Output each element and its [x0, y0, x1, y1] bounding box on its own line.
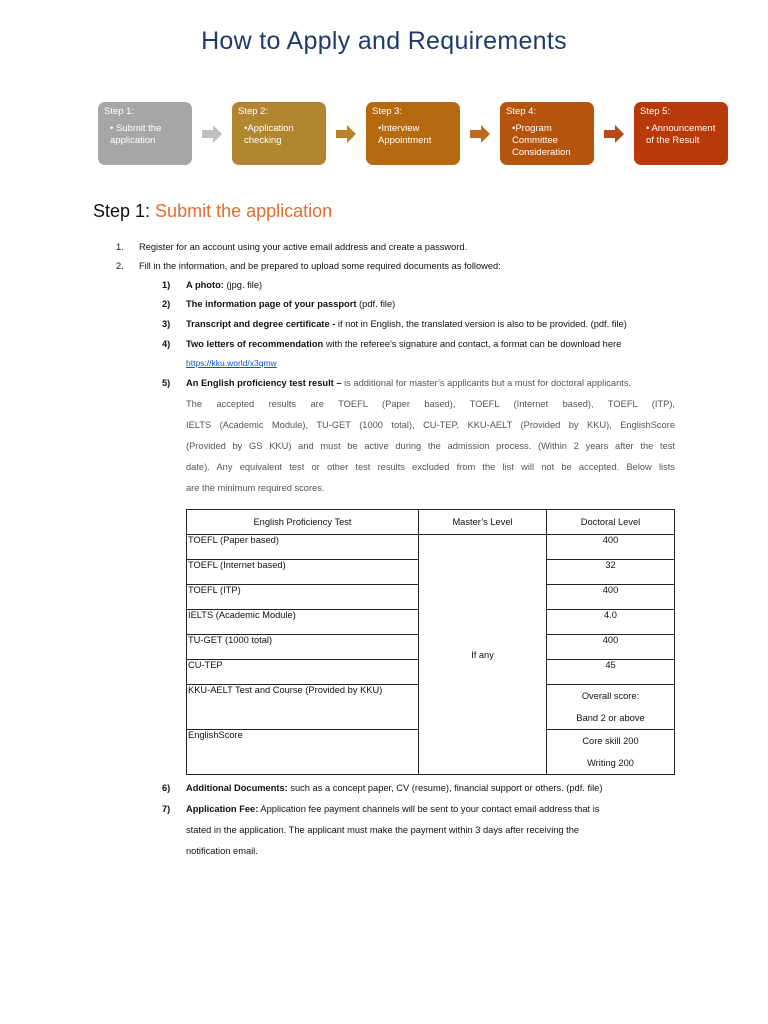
doc-item-photo — [186, 279, 262, 291]
step-title: Step 4: — [506, 106, 537, 117]
section-heading — [93, 201, 332, 222]
table-header: Master’s Level — [419, 510, 547, 535]
section-heading-title: Submit the application — [150, 201, 333, 221]
sublist-number: 7) — [162, 804, 171, 814]
doctoral-score: 32 — [547, 560, 675, 585]
doc-text: if not in English, the translated version is also to be provided. (pdf. file) — [335, 319, 627, 329]
masters-level-value: If any — [419, 535, 547, 775]
doc-item-fee — [186, 803, 599, 815]
arrow-right-icon — [604, 124, 624, 144]
list-item: Register for an account using your active email address and create a password. — [139, 242, 468, 252]
process-step-2 — [232, 102, 326, 165]
doc-text: is additional for master’s applicants but a must for doctoral applicants. — [341, 378, 632, 388]
sublist-number: 6) — [162, 783, 171, 793]
recommendation-format-link[interactable]: https://kku.world/x3qmw — [186, 358, 277, 368]
doc-label: Transcript and degree certificate - — [186, 319, 336, 329]
step-description: • Submit the application — [110, 123, 162, 146]
sublist-number: 5) — [162, 378, 171, 388]
table-row — [187, 535, 675, 560]
arrow-right-icon — [470, 124, 490, 144]
doc-text: such as a concept paper, CV (resume), financial support or others. (pdf. file) — [287, 783, 603, 793]
doctoral-score: 45 — [547, 660, 675, 685]
sublist-number: 3) — [162, 319, 171, 329]
step-description: •Application checking — [244, 123, 294, 146]
doctoral-score-line: Band 2 or above — [576, 713, 645, 723]
doctoral-score-line: Overall score: — [581, 691, 640, 701]
page-title: How to Apply and Requirements — [201, 27, 567, 55]
process-step-3 — [366, 102, 460, 165]
step-description: •Program Committee Consideration — [512, 123, 571, 158]
arrow-right-icon — [336, 124, 356, 144]
doc-text: (jpg. file) — [223, 280, 263, 290]
english-score-table — [186, 509, 675, 775]
paragraph-line: are the minimum required scores. — [186, 483, 325, 493]
doc-item-passport — [186, 298, 395, 310]
sublist-number: 4) — [162, 339, 171, 349]
doctoral-score — [547, 685, 675, 730]
doc-label: Application Fee: — [186, 804, 259, 814]
list-item: Fill in the information, and be prepared to upload some required documents as followed: — [139, 261, 501, 271]
sublist-number: 2) — [162, 299, 171, 309]
test-name: TU-GET (1000 total) — [187, 635, 419, 660]
step-title: Step 1: — [104, 106, 135, 117]
test-name: IELTS (Academic Module) — [187, 610, 419, 635]
table-header: English Proficiency Test — [187, 510, 419, 535]
doctoral-score: 4.0 — [547, 610, 675, 635]
paragraph-line: stated in the application. The applicant must make the payment within 3 days after receiving the — [186, 825, 580, 835]
table-header: Doctoral Level — [547, 510, 675, 535]
doc-text: Application fee payment channels will be sent to your contact email address that is — [258, 804, 600, 814]
doc-item-transcript — [186, 318, 627, 330]
sublist-number: 1) — [162, 280, 171, 290]
step-title: Step 2: — [238, 106, 269, 117]
test-name: CU-TEP — [187, 660, 419, 685]
process-step-1 — [98, 102, 192, 165]
doc-label: Additional Documents: — [186, 783, 288, 793]
doctoral-score: 400 — [547, 535, 675, 560]
doctoral-score — [547, 730, 675, 775]
paragraph-line: The accepted results are TOEFL (Paper based), TOEFL (Internet based), TOEFL (ITP), — [186, 399, 675, 409]
paragraph-line: (Provided by GS KKU) and must be active during the admission process. (Within 2 years after the test — [186, 441, 675, 451]
paragraph-line: notification email. — [186, 846, 258, 856]
list-number: 1. — [116, 242, 124, 252]
test-name: KKU-AELT Test and Course (Provided by KKU) — [187, 685, 419, 730]
doctoral-score-line: Core skill 200 — [582, 736, 639, 746]
doc-label: The information page of your passport — [186, 299, 357, 309]
doc-label: A photo: — [186, 280, 224, 290]
doctoral-score-line: Writing 200 — [587, 758, 634, 768]
doc-item-english-test — [186, 377, 631, 389]
test-name: EnglishScore — [187, 730, 419, 775]
paragraph-line: date). Any equivalent test or other test results excluded from the list will not be accepted. Below lists — [186, 462, 675, 472]
doc-label: An English proficiency test result – — [186, 378, 342, 388]
section-heading-prefix: Step 1: — [93, 201, 151, 221]
arrow-right-icon — [202, 124, 222, 144]
doc-item-recommendation — [186, 338, 621, 350]
doc-text: (pdf. file) — [356, 299, 396, 309]
doc-text: with the referee’s signature and contact, a format can be download here — [323, 339, 622, 349]
paragraph-line: IELTS (Academic Module), TU-GET (1000 total), CU-TEP, KKU-AELT (Provided by KKU), EnglishScore — [186, 420, 675, 430]
step-title: Step 5: — [640, 106, 671, 117]
step-description: • Announcement of the Result — [646, 123, 716, 146]
process-step-5 — [634, 102, 728, 165]
doc-label: Two letters of recommendation — [186, 339, 324, 349]
test-name: TOEFL (Internet based) — [187, 560, 419, 585]
test-name: TOEFL (Paper based) — [187, 535, 419, 560]
test-name: TOEFL (ITP) — [187, 585, 419, 610]
process-step-4 — [500, 102, 594, 165]
list-number: 2. — [116, 261, 124, 271]
doc-item-additional — [186, 782, 602, 794]
step-description: •Interview Appointment — [378, 123, 432, 146]
step-title: Step 3: — [372, 106, 403, 117]
doctoral-score: 400 — [547, 585, 675, 610]
doctoral-score: 400 — [547, 635, 675, 660]
